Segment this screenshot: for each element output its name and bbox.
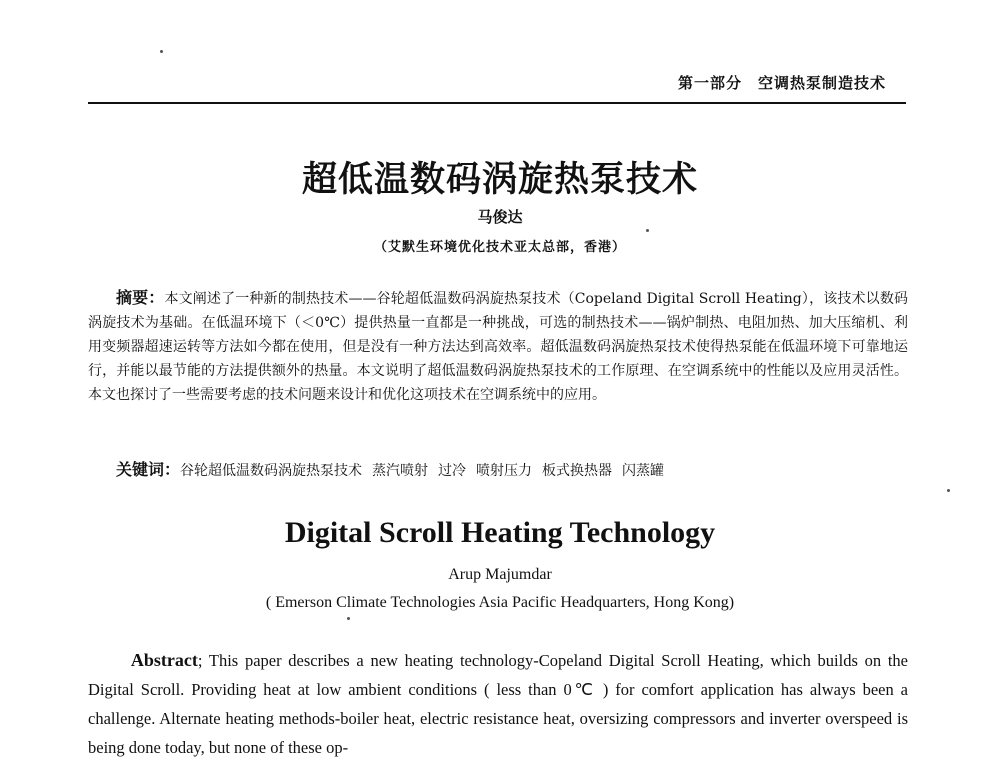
scan-speck	[160, 50, 163, 53]
english-affiliation: ( Emerson Climate Technologies Asia Pacific Headquarters, Hong Kong)	[265, 594, 735, 611]
header-section: 空调热泵制造技术	[757, 74, 886, 92]
english-abstract-separator: ;	[197, 651, 209, 670]
scan-speck	[947, 489, 950, 492]
scan-speck	[646, 229, 649, 232]
running-header	[678, 72, 886, 93]
english-title: Digital Scroll Heating Technology	[284, 516, 716, 549]
scan-speck	[347, 617, 350, 620]
header-rule	[88, 102, 906, 104]
chinese-author: 马俊达	[477, 208, 523, 226]
english-abstract-label: Abstract	[130, 650, 198, 670]
chinese-abstract-text: 本文阐述了一种新的制热技术——谷轮超低温数码涡旋热泵技术（Copeland Digital Scroll Heating），该技术以数码涡旋技术为基础。在低温环境下（＜0℃）提供热量一直都是一种挑战，可选的制热技术——锅炉制热、电阻加热、加大压缩机、利用变频器超速运转等方法如今都在使用，但是没有一种方法达到高效率。超低温数码涡旋热泵技术使得热泵能在低温环境下可靠地运行，并能以最节能的方法提供额外的热量。本文说明了超低温数码涡旋热泵技术的工作原理、在空调系统中的性能以及应用灵活性。本文也探讨了一些需要考虑的技术问题来设计和优化这项技术在空调系统中的应用。	[88, 291, 908, 403]
keyword: 板式换热器	[542, 463, 613, 479]
keyword: 蒸汽喷射	[372, 463, 429, 479]
chinese-title: 超低温数码涡旋热泵技术	[301, 159, 698, 200]
keyword: 过冷	[438, 463, 467, 479]
keyword: 闪蒸罐	[622, 463, 665, 479]
chinese-abstract	[88, 286, 908, 407]
english-abstract-text: This paper describes a new heating technology-Copeland Digital Scroll Heating, which builds on the Digital Scroll. Providing heat at low ambient conditions ( less than 0℃ ) for comfort application has always been a challenge. Alternate heating methods-boiler heat, electric resistance heat, oversizing compressors and inverter overspeed is being done today, but none of these op-	[88, 651, 908, 757]
chinese-affiliation: （艾默生环境优化技术亚太总部，香港）	[373, 240, 626, 255]
english-author: Arup Majumdar	[448, 566, 552, 583]
keyword: 喷射压力	[476, 463, 533, 479]
chinese-abstract-label: 摘要：	[116, 288, 165, 307]
keyword: 谷轮超低温数码涡旋热泵技术	[180, 463, 363, 479]
chinese-keywords-label: 关键词：	[116, 460, 181, 479]
english-abstract	[88, 646, 908, 762]
chinese-keywords	[88, 458, 908, 483]
header-part: 第一部分	[677, 74, 742, 92]
